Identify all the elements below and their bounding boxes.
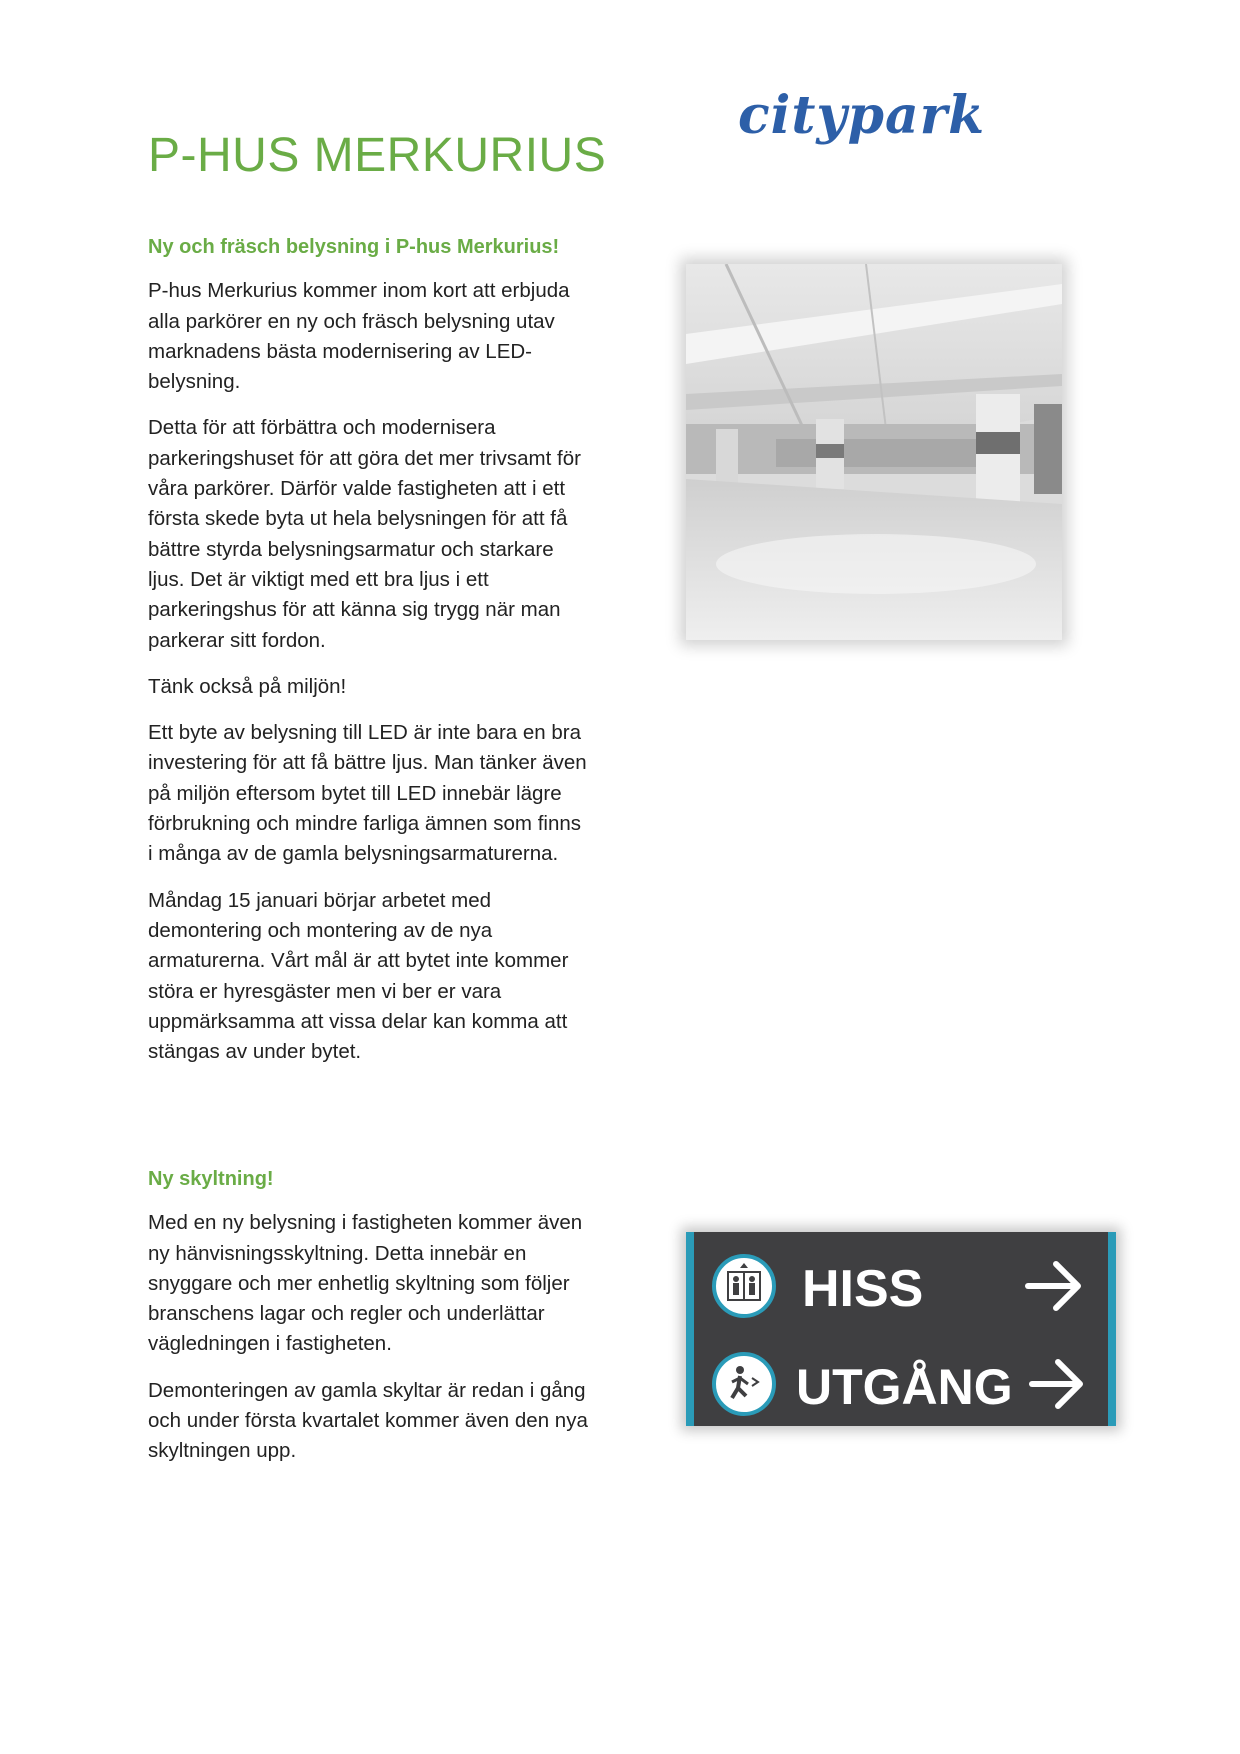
page-title: P-HUS MERKURIUS (148, 129, 607, 182)
section-signage (148, 1164, 588, 1483)
logo-text: citypark (738, 85, 986, 146)
paragraph: Med en ny belysning i fastigheten kommer även ny hänvisningsskyltning. Detta innebär en snyggare och mer enhetlig skyltning som följer branschens lagar och regler och underlättar vägledningen i fastigheten. (148, 1211, 583, 1356)
paragraph: Demonteringen av gamla skyltar är redan i gång och under första kvartalet kommer även den nya skyltningen upp. (148, 1378, 588, 1463)
exit-person-icon (714, 1354, 774, 1414)
sign-label-hiss: HISS (802, 1260, 924, 1318)
paragraph: Måndag 15 januari börjar arbetet med demontering och montering av de nya armaturerna. Vårt mål är att bytet inte kommer störa er hyresgäster men vi ber er vara uppmärksamma att vissa delar kan komma att stängas av under bytet. (148, 888, 569, 1064)
parking-garage-illustration (686, 264, 1062, 640)
wayfinding-sign (686, 1232, 1116, 1426)
section-heading: Ny och fräsch belysning i P-hus Merkurius! (148, 236, 560, 258)
citypark-logo (738, 86, 1028, 156)
paragraph: Detta för att förbättra och modernisera parkeringshuset för att göra det mer trivsamt för våra parkörer. Därför valde fastigheten att i ett första skede byta ut hela belysningen för att få bättre styrda belysningsarmatur och starkare ljus. Det är viktigt med ett bra ljus i ett parkeringshus för att känna sig trygg när man parkerar sitt fordon. (148, 416, 581, 652)
parking-garage-photo (686, 264, 1062, 640)
paragraph: P-hus Merkurius kommer inom kort att erbjuda alla parkörer en ny och fräsch belysning utav marknadens bästa modernisering av LED-belysning. (148, 279, 570, 394)
section-lighting (148, 232, 588, 1083)
elevator-icon (714, 1256, 774, 1316)
paragraph: Tänk också på miljön! (148, 674, 347, 698)
sign-graphic (686, 1232, 1116, 1426)
paragraph: Ett byte av belysning till LED är inte bara en bra investering för att få bättre ljus. Man tänker även på miljön eftersom bytet till LED innebär lägre förbrukning och mindre farliga ämnen som finns i många av de gamla belysningsarmaturerna. (148, 721, 587, 866)
sign-label-utgang: UTGÅNG (796, 1359, 1013, 1415)
section-heading: Ny skyltning! (148, 1168, 274, 1190)
